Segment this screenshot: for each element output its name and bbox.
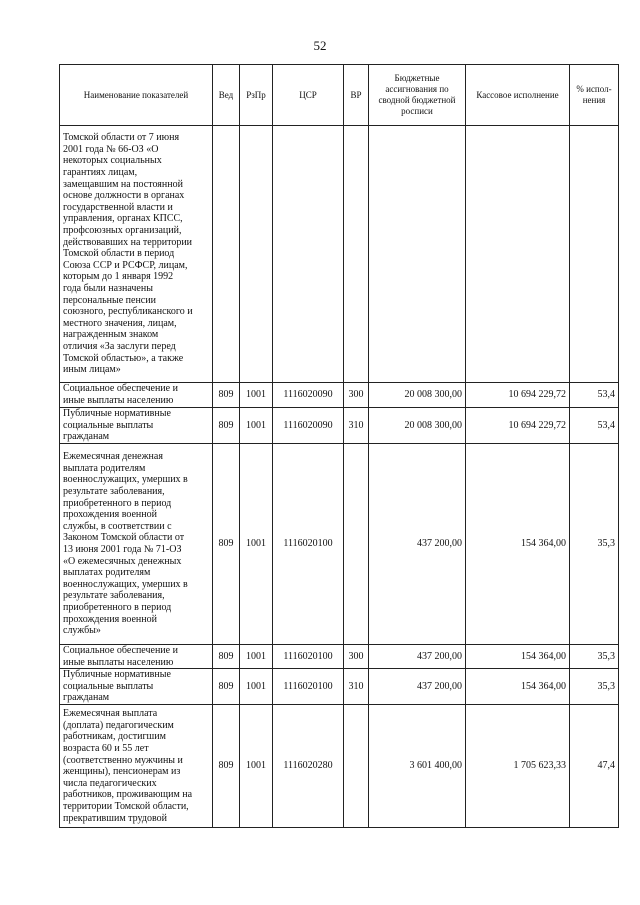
row-pct: 47,4 <box>570 705 619 828</box>
row-rzpr: 1001 <box>240 645 273 669</box>
row-name: Публичные нормативные социальные выплаты гражданам <box>60 408 213 444</box>
col-header-ved: Вед <box>213 65 240 126</box>
row-cash: 1 705 623,33 <box>466 705 570 828</box>
row-ved: 809 <box>213 705 240 828</box>
row-ved: 809 <box>213 408 240 444</box>
row-pct: 53,4 <box>570 408 619 444</box>
row-rzpr: 1001 <box>240 383 273 408</box>
row-csr: 1116020280 <box>273 705 344 828</box>
col-header-budget: Бюджетные ассигнования по сводной бюджетной росписи <box>369 65 466 126</box>
col-header-rzpr: РзПр <box>240 65 273 126</box>
row-name: Томской области от 7 июня 2001 года № 66-ОЗ «О некоторых социальных гарантиях лицам, замещавшим на постоянной основе должности в органах государственной власти и управления, органах КПСС, профсоюзных организаций, действовавших на территории Томской области в период Союза ССР и РСФСР, лицам, которым до 1 января 1992 года были назначены персональные пенсии союзного, республиканского и местного значения, лицам, награжденным знаком отличия «За заслуги перед Томской областью», а также иным лицам» <box>60 126 213 383</box>
row-pct: 35,3 <box>570 444 619 645</box>
table-header-row <box>60 65 619 126</box>
col-header-name: Наименование показателей <box>60 65 213 126</box>
row-name: Социальное обеспечение и иные выплаты населению <box>60 645 213 669</box>
col-header-pct: % испол-нения <box>570 65 619 126</box>
row-name: Ежемесячная денежная выплата родителям военнослужащих, умерших в результате заболевания, приобретенного в период прохождения военной службы, в соответствии с Законом Томской области от 13 июня 2001 года № 71-ОЗ «О ежемесячных денежных выплатах родителям военнослужащих, умерших в результате заболевания, приобретенного в период прохождения военной службы» <box>60 444 213 645</box>
row-rzpr: 1001 <box>240 705 273 828</box>
row-pct: 35,3 <box>570 669 619 705</box>
row-rzpr <box>240 126 273 383</box>
row-csr: 1116020090 <box>273 383 344 408</box>
row-csr: 1116020100 <box>273 669 344 705</box>
row-ved: 809 <box>213 669 240 705</box>
row-name: Публичные нормативные социальные выплаты гражданам <box>60 669 213 705</box>
row-ved: 809 <box>213 645 240 669</box>
table-row <box>60 645 619 669</box>
row-vr <box>344 126 369 383</box>
row-cash: 10 694 229,72 <box>466 408 570 444</box>
budget-execution-table <box>59 64 619 828</box>
row-rzpr: 1001 <box>240 444 273 645</box>
table-row <box>60 408 619 444</box>
row-pct: 53,4 <box>570 383 619 408</box>
row-csr: 1116020090 <box>273 408 344 444</box>
row-pct: 35,3 <box>570 645 619 669</box>
table-row <box>60 669 619 705</box>
row-budget: 437 200,00 <box>369 444 466 645</box>
row-budget: 437 200,00 <box>369 669 466 705</box>
row-csr <box>273 126 344 383</box>
row-budget: 3 601 400,00 <box>369 705 466 828</box>
table-row <box>60 126 619 383</box>
col-header-csr: ЦСР <box>273 65 344 126</box>
row-vr: 310 <box>344 669 369 705</box>
row-vr: 310 <box>344 408 369 444</box>
table-row <box>60 383 619 408</box>
row-vr: 300 <box>344 645 369 669</box>
col-header-vr: ВР <box>344 65 369 126</box>
row-budget: 437 200,00 <box>369 645 466 669</box>
row-name: Ежемесячная выплата (доплата) педагогическим работникам, достигшим возраста 60 и 55 лет (соответственно мужчины и женщины), пенсионерам из числа педагогических работников, проживающим на территории Томской области, прекратившим трудовой <box>60 705 213 828</box>
row-ved: 809 <box>213 383 240 408</box>
row-cash: 154 364,00 <box>466 669 570 705</box>
col-header-cash: Кассовое исполнение <box>466 65 570 126</box>
row-budget: 20 008 300,00 <box>369 383 466 408</box>
row-ved: 809 <box>213 444 240 645</box>
row-cash <box>466 126 570 383</box>
row-cash: 154 364,00 <box>466 444 570 645</box>
row-pct <box>570 126 619 383</box>
row-csr: 1116020100 <box>273 645 344 669</box>
row-cash: 154 364,00 <box>466 645 570 669</box>
row-name: Социальное обеспечение и иные выплаты населению <box>60 383 213 408</box>
page-number: 52 <box>313 38 327 53</box>
row-vr <box>344 705 369 828</box>
row-rzpr: 1001 <box>240 408 273 444</box>
row-vr <box>344 444 369 645</box>
table-row <box>60 705 619 828</box>
row-ved <box>213 126 240 383</box>
row-budget <box>369 126 466 383</box>
row-vr: 300 <box>344 383 369 408</box>
row-rzpr: 1001 <box>240 669 273 705</box>
row-csr: 1116020100 <box>273 444 344 645</box>
row-budget: 20 008 300,00 <box>369 408 466 444</box>
table-row <box>60 444 619 645</box>
row-cash: 10 694 229,72 <box>466 383 570 408</box>
